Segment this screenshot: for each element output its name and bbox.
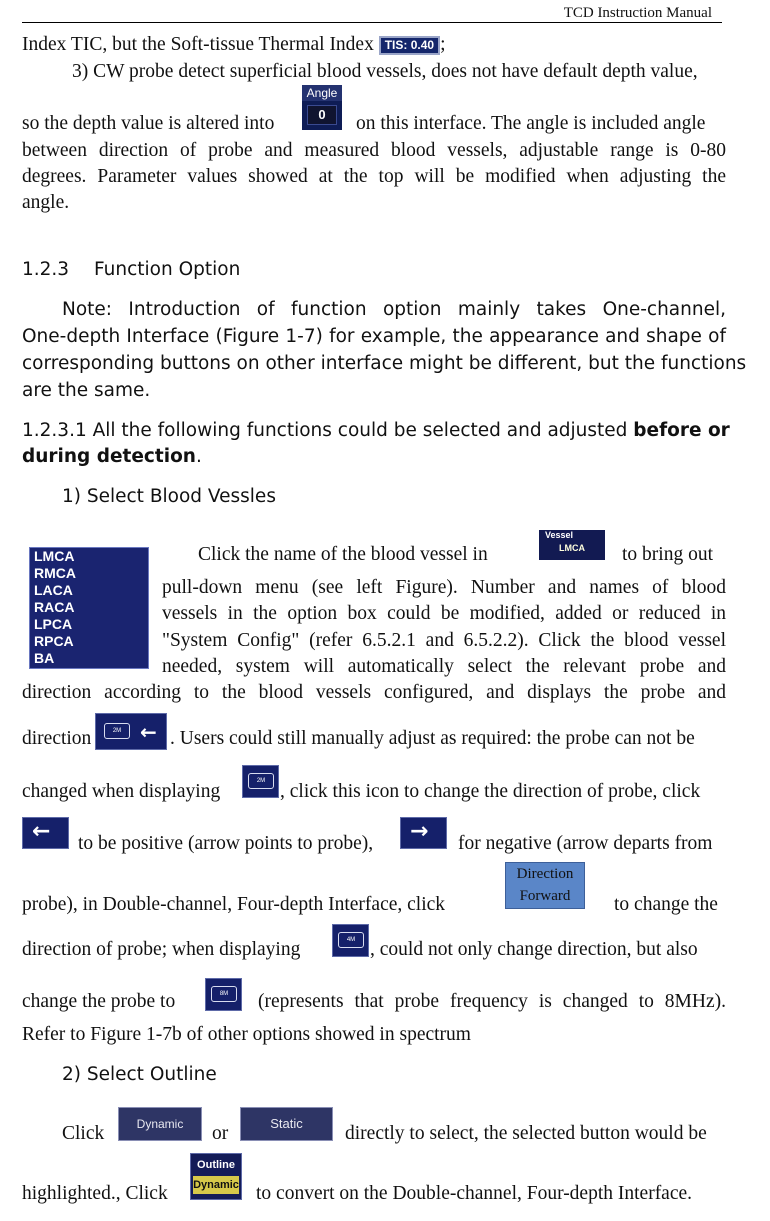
vessel-line-6: direction according to the blood vessels configured, and displays the probe and: [22, 682, 726, 703]
vessel-line-13: Refer to Figure 1-7b of other options showed in spectrum: [22, 1024, 471, 1045]
vessel-line-1a: Click the name of the blood vessel in: [198, 544, 488, 565]
vessel-value: LMCA: [559, 543, 585, 553]
cw-line-2a: so the depth value is altered into: [22, 113, 275, 134]
probe-2m-icon: 2M: [248, 773, 274, 789]
vessel-line-7b: . Users could still manually adjust as required: the probe can not be: [170, 728, 695, 749]
vessel-line-12b: (represents that probe frequency is changed to 8MHz).: [258, 991, 726, 1012]
arrow-left-icon: ←: [32, 819, 51, 844]
vessel-line-8b: , click this icon to change the direction of probe, click: [280, 781, 701, 802]
cw-line-2b: on this interface. The angle is included angle: [356, 113, 706, 134]
vessel-line-11a: direction of probe; when displaying: [22, 939, 301, 960]
vessel-option[interactable]: RPCA: [34, 633, 74, 649]
tis-badge: TIS: 0.40: [379, 36, 440, 55]
vessel-line-7a: direction: [22, 728, 92, 749]
dynamic-button[interactable]: Dynamic: [118, 1107, 202, 1141]
subsection-line-2: [22, 445, 726, 469]
cw-line-2: [22, 112, 726, 136]
forward-label: Forward: [519, 888, 571, 904]
cw-line-5: angle.: [22, 192, 70, 213]
cw-line-3: between direction of probe and measured blood vessels, adjustable range is 0-80: [22, 140, 726, 161]
probe-8m-icon: 8M: [211, 986, 237, 1002]
outline-value: Dynamic: [193, 1176, 239, 1194]
section-number: 1.2.3: [22, 259, 70, 280]
outline-line-1b: or: [212, 1123, 229, 1144]
paragraph-tic: [22, 33, 726, 57]
vessel-option[interactable]: RMCA: [34, 565, 76, 581]
vessel-line-5: needed, system will automatically select the relevant probe and: [162, 656, 726, 677]
vessel-line-9a: to be positive (arrow points to probe),: [78, 833, 374, 854]
arrow-left-icon: ←: [140, 720, 157, 744]
subsection-text: 1.2.3.1 All the following functions could be selected and adjusted: [22, 420, 634, 441]
subsection-bold-2: during detection: [22, 446, 196, 467]
outline-line-2a: highlighted., Click: [22, 1183, 168, 1204]
probe-2m-button[interactable]: [242, 765, 279, 798]
vessel-line-10a: probe), in Double-channel, Four-depth Interface, click: [22, 894, 446, 915]
vessel-line-12a: change the probe to: [22, 991, 176, 1012]
direction-forward-button[interactable]: [505, 862, 585, 909]
note-line-3: corresponding buttons on other interface might be different, but the functions: [22, 353, 747, 374]
header-title: TCD Instruction Manual: [563, 5, 712, 21]
tic-text-end: ;: [440, 34, 446, 55]
subsection-period: .: [195, 446, 202, 467]
vessel-line-2: pull-down menu (see left Figure). Number and names of blood: [162, 577, 726, 598]
page-header: [22, 2, 722, 23]
vessel-line-11b: , could not only change direction, but also: [370, 939, 698, 960]
section-heading: [22, 258, 726, 282]
vessel-line-8: [22, 780, 726, 804]
outline-widget[interactable]: [190, 1153, 242, 1200]
probe-4m-button[interactable]: [332, 924, 369, 957]
arrow-right-button[interactable]: [400, 817, 447, 849]
vessel-line-3: vessels in the option box could be modified, added or reduced in: [162, 603, 726, 624]
note-line-4: are the same.: [22, 380, 151, 401]
static-button[interactable]: Static: [240, 1107, 333, 1141]
cw-line-1: 3) CW probe detect superficial blood vessels, does not have default depth value,: [72, 61, 698, 82]
probe-direction-icon[interactable]: [95, 713, 167, 750]
vessel-label: Vessel: [545, 530, 574, 540]
arrow-left-button[interactable]: [22, 817, 69, 849]
vessel-line-8a: changed when displaying: [22, 781, 221, 802]
vessel-line-1b: to bring out: [622, 544, 713, 565]
vessel-option[interactable]: LMCA: [34, 548, 75, 564]
vessel-line-4: "System Config" (refer 6.5.2.1 and 6.5.2.2). Click the blood vessel: [162, 630, 726, 651]
vessel-line-10b: to change the: [614, 894, 718, 915]
vessel-option[interactable]: BA: [34, 650, 55, 666]
item1-title: 1) Select Blood Vessles: [62, 486, 276, 507]
vessel-option[interactable]: LPCA: [34, 616, 73, 632]
outline-line-1a: Click: [62, 1123, 105, 1144]
vessel-option[interactable]: RACA: [34, 599, 75, 615]
vessel-option[interactable]: LACA: [34, 582, 73, 598]
section-title: Function Option: [94, 259, 241, 280]
outline-line-2b: to convert on the Double-channel, Four-depth Interface.: [256, 1183, 693, 1204]
probe-2m-icon: 2M: [104, 723, 130, 739]
angle-value: 0: [307, 105, 337, 125]
probe-4m-icon: 4M: [338, 932, 364, 948]
angle-label: Angle: [302, 85, 342, 101]
vessel-widget[interactable]: [539, 530, 605, 560]
vessel-dropdown-list: [29, 547, 149, 669]
probe-8m-button[interactable]: [205, 978, 242, 1011]
subsection-line-1: [22, 419, 730, 443]
outline-label: Outline: [197, 1159, 235, 1171]
arrow-right-icon: →: [410, 819, 429, 844]
vessel-line-9b: for negative (arrow departs from: [458, 833, 713, 854]
note-line-2: One-depth Interface (Figure 1-7) for example, the appearance and shape of: [22, 326, 726, 347]
subsection-bold: before or: [633, 420, 730, 441]
cw-line-4: degrees. Parameter values showed at the top will be modified when adjusting the: [22, 166, 726, 187]
tic-text: Index TIC, but the Soft-tissue Thermal Index: [22, 34, 379, 55]
item2-title: 2) Select Outline: [62, 1064, 217, 1085]
outline-line-1c: directly to select, the selected button would be: [345, 1123, 707, 1144]
vessel-line-11: [22, 938, 726, 962]
direction-label: Direction: [516, 866, 574, 882]
note-line-1: Note: Introduction of function option mainly takes One-channel,: [62, 299, 726, 320]
